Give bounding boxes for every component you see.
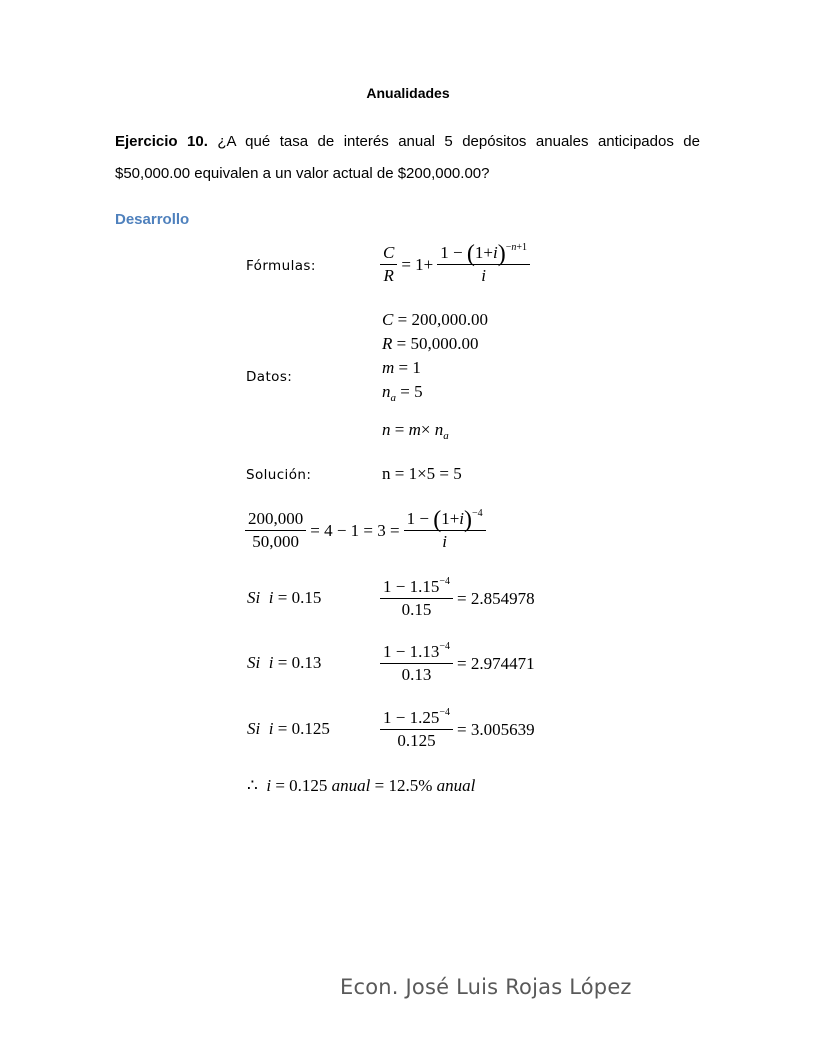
trial-2-equation [380,642,535,685]
trial-2-exp: −4 [439,641,450,652]
trial-2-num: 1 − 1.13 [383,642,440,661]
conclusion: ∴ i = 0.125 anual = 12.5% anual [247,776,476,795]
data-na: $n_a = 5$ [382,382,423,404]
trial-1-i: 0.15 [291,588,322,607]
solucion-label: Solución: [246,467,312,483]
data-c-value: 200,000.00 [411,310,488,329]
data-na-value: 5 [414,382,423,401]
data-r: R = 50,000.00 [382,334,479,353]
section-heading: Desarrollo [115,211,190,228]
trial-3-fraction [380,708,453,751]
conclusion-word-2: anual [436,776,476,795]
conclusion-word: anual [331,776,371,795]
trial-2-den: 0.13 [401,665,432,684]
trial-3-equation [380,708,535,751]
ratio-fraction [245,509,306,552]
trial-1-result: = 2.854978 [456,588,535,608]
trial-1-fraction [380,577,453,620]
trial-2-result: = 2.974471 [456,653,535,673]
formula-fraction: $\frac{1 - (1+i)^{-n+1}}{i}$ [437,243,530,286]
ratio-denominator: 50,000 [252,532,299,551]
exercise-question: ¿A qué tasa de interés anual 5 depósitos anuales anticipados de $50,000.00 equivalen a un valor actual de $200,000.00? [115,133,700,182]
problem-statement [115,126,700,190]
datos-label: Datos: [246,369,293,385]
data-m-value: 1 [412,358,421,377]
trial-2-i: 0.13 [291,653,322,672]
data-r-value: 50,000.00 [410,334,479,353]
trial-3-exp: −4 [439,707,450,718]
data-m: m = 1 [382,358,421,377]
trial-3-result: = 3.005639 [456,719,535,739]
ratio-equation [245,509,486,552]
therefore-icon: ∴ [247,776,258,795]
conclusion-percent: 12.5% [388,776,433,795]
ratio-formula-fraction: $\frac{1 - (1+i)^{-4}}{i}$ [404,509,486,552]
ratio-chain: = 4 − 1 = 3 = [310,520,400,540]
trial-3-label: Si i = 0.125 [247,719,330,738]
author-footer: Econ. José Luis Rojas López [340,975,632,999]
trial-3-num: 1 − 1.25 [383,708,440,727]
ratio-numerator: 200,000 [245,509,306,531]
trial-1-equation [380,577,535,620]
trial-1-label: Si i = 0.15 [247,588,322,607]
trial-1-den: 0.15 [401,600,432,619]
n-formula: $n = m\times n_a$ [382,420,449,442]
trial-2-fraction [380,642,453,685]
conclusion-value: 0.125 [289,776,328,795]
trial-1-num: 1 − 1.15 [383,577,440,596]
trial-2-label: Si i = 0.13 [247,653,322,672]
formulas-label: Fórmulas: [246,258,316,274]
c-over-r-fraction: $\frac{C}{R}$ [380,243,397,286]
trial-3-den: 0.125 [397,731,436,750]
document-title: Anualidades [366,85,450,101]
annuity-formula: $\frac{C}{R}$ = 1+ $\frac{1 - (1+i)^{-n+1}}{i}$ [380,243,530,286]
trial-3-i: 0.125 [291,719,330,738]
exercise-label: Ejercicio 10. [115,133,208,150]
data-c: C = 200,000.00 [382,310,488,329]
n-result: n = 1×5 = 5 [382,464,462,483]
trial-1-exp: −4 [439,576,450,587]
